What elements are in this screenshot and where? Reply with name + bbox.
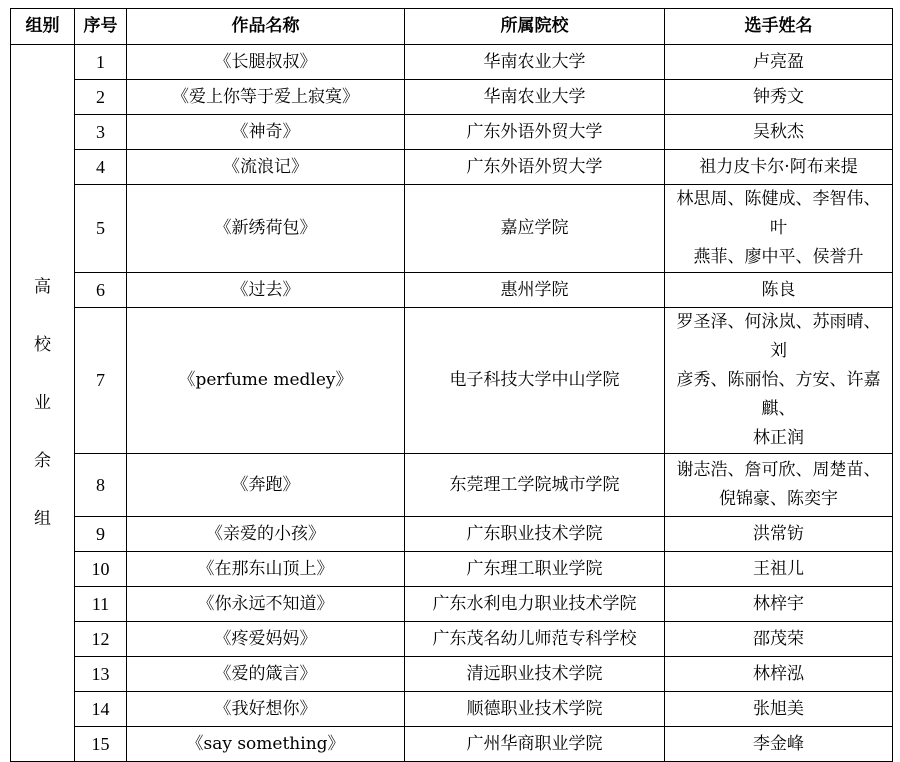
row-school: 电子科技大学中山学院	[405, 308, 665, 454]
header-players: 选手姓名	[665, 9, 893, 45]
row-number: 12	[75, 622, 127, 657]
table-row	[11, 727, 893, 762]
row-players: 卢亮盈	[665, 45, 893, 80]
table-row	[11, 45, 893, 80]
header-number: 序号	[75, 9, 127, 45]
table-row	[11, 273, 893, 308]
row-title: 《神奇》	[127, 115, 405, 150]
row-school: 华南农业大学	[405, 80, 665, 115]
table-row	[11, 454, 893, 517]
row-title: 《我好想你》	[127, 692, 405, 727]
row-school: 广东水利电力职业技术学院	[405, 587, 665, 622]
row-school: 广州华商职业学院	[405, 727, 665, 762]
header-title: 作品名称	[127, 9, 405, 45]
row-school: 华南农业大学	[405, 45, 665, 80]
row-title: 《在那东山顶上》	[127, 552, 405, 587]
row-school: 顺德职业技术学院	[405, 692, 665, 727]
row-number: 11	[75, 587, 127, 622]
row-number: 9	[75, 517, 127, 552]
row-number: 14	[75, 692, 127, 727]
row-title: 《say something》	[127, 727, 405, 762]
row-school: 东莞理工学院城市学院	[405, 454, 665, 517]
row-title: 《爱的箴言》	[127, 657, 405, 692]
row-number: 6	[75, 273, 127, 308]
row-players: 钟秀文	[665, 80, 893, 115]
row-title: 《perfume medley》	[127, 308, 405, 454]
row-number: 7	[75, 308, 127, 454]
table-row	[11, 308, 893, 454]
row-players: 林思周、陈健成、李智伟、叶 燕菲、廖中平、侯誉升	[665, 185, 893, 273]
row-players: 李金峰	[665, 727, 893, 762]
row-school: 广东职业技术学院	[405, 517, 665, 552]
row-number: 10	[75, 552, 127, 587]
row-number: 5	[75, 185, 127, 273]
row-school: 广东外语外贸大学	[405, 150, 665, 185]
row-players: 林梓宇	[665, 587, 893, 622]
row-number: 15	[75, 727, 127, 762]
row-school: 清远职业技术学院	[405, 657, 665, 692]
row-players: 洪常钫	[665, 517, 893, 552]
table-row	[11, 150, 893, 185]
table-row	[11, 622, 893, 657]
header-group: 组别	[11, 9, 75, 45]
row-number: 8	[75, 454, 127, 517]
row-title: 《过去》	[127, 273, 405, 308]
row-players: 张旭美	[665, 692, 893, 727]
row-school: 广东外语外贸大学	[405, 115, 665, 150]
table-row	[11, 115, 893, 150]
group-cell: 高 校 业 余 组	[11, 45, 75, 762]
table-row	[11, 692, 893, 727]
table-row	[11, 657, 893, 692]
row-players: 陈良	[665, 273, 893, 308]
row-number: 4	[75, 150, 127, 185]
row-number: 2	[75, 80, 127, 115]
row-players: 邵茂荣	[665, 622, 893, 657]
row-school: 惠州学院	[405, 273, 665, 308]
row-players: 林梓泓	[665, 657, 893, 692]
table-row	[11, 80, 893, 115]
header-school: 所属院校	[405, 9, 665, 45]
row-players: 祖力皮卡尔·阿布来提	[665, 150, 893, 185]
row-title: 《亲爱的小孩》	[127, 517, 405, 552]
competition-table	[10, 8, 893, 762]
row-school: 广东理工职业学院	[405, 552, 665, 587]
row-school: 广东茂名幼儿师范专科学校	[405, 622, 665, 657]
row-title: 《你永远不知道》	[127, 587, 405, 622]
row-players: 罗圣泽、何泳岚、苏雨晴、刘 彦秀、陈丽怡、方安、许嘉麒、 林正润	[665, 308, 893, 454]
row-title: 《爱上你等于爱上寂寞》	[127, 80, 405, 115]
table-row	[11, 587, 893, 622]
row-number: 3	[75, 115, 127, 150]
row-title: 《流浪记》	[127, 150, 405, 185]
row-players: 谢志浩、詹可欣、周楚苗、 倪锦豪、陈奕宇	[665, 454, 893, 517]
row-number: 1	[75, 45, 127, 80]
row-title: 《新绣荷包》	[127, 185, 405, 273]
row-title: 《奔跑》	[127, 454, 405, 517]
table-row	[11, 552, 893, 587]
row-school: 嘉应学院	[405, 185, 665, 273]
row-title: 《疼爱妈妈》	[127, 622, 405, 657]
row-players: 王祖儿	[665, 552, 893, 587]
row-number: 13	[75, 657, 127, 692]
table-row	[11, 185, 893, 273]
row-title: 《长腿叔叔》	[127, 45, 405, 80]
row-players: 吴秋杰	[665, 115, 893, 150]
header-row	[11, 9, 893, 45]
table-row	[11, 517, 893, 552]
